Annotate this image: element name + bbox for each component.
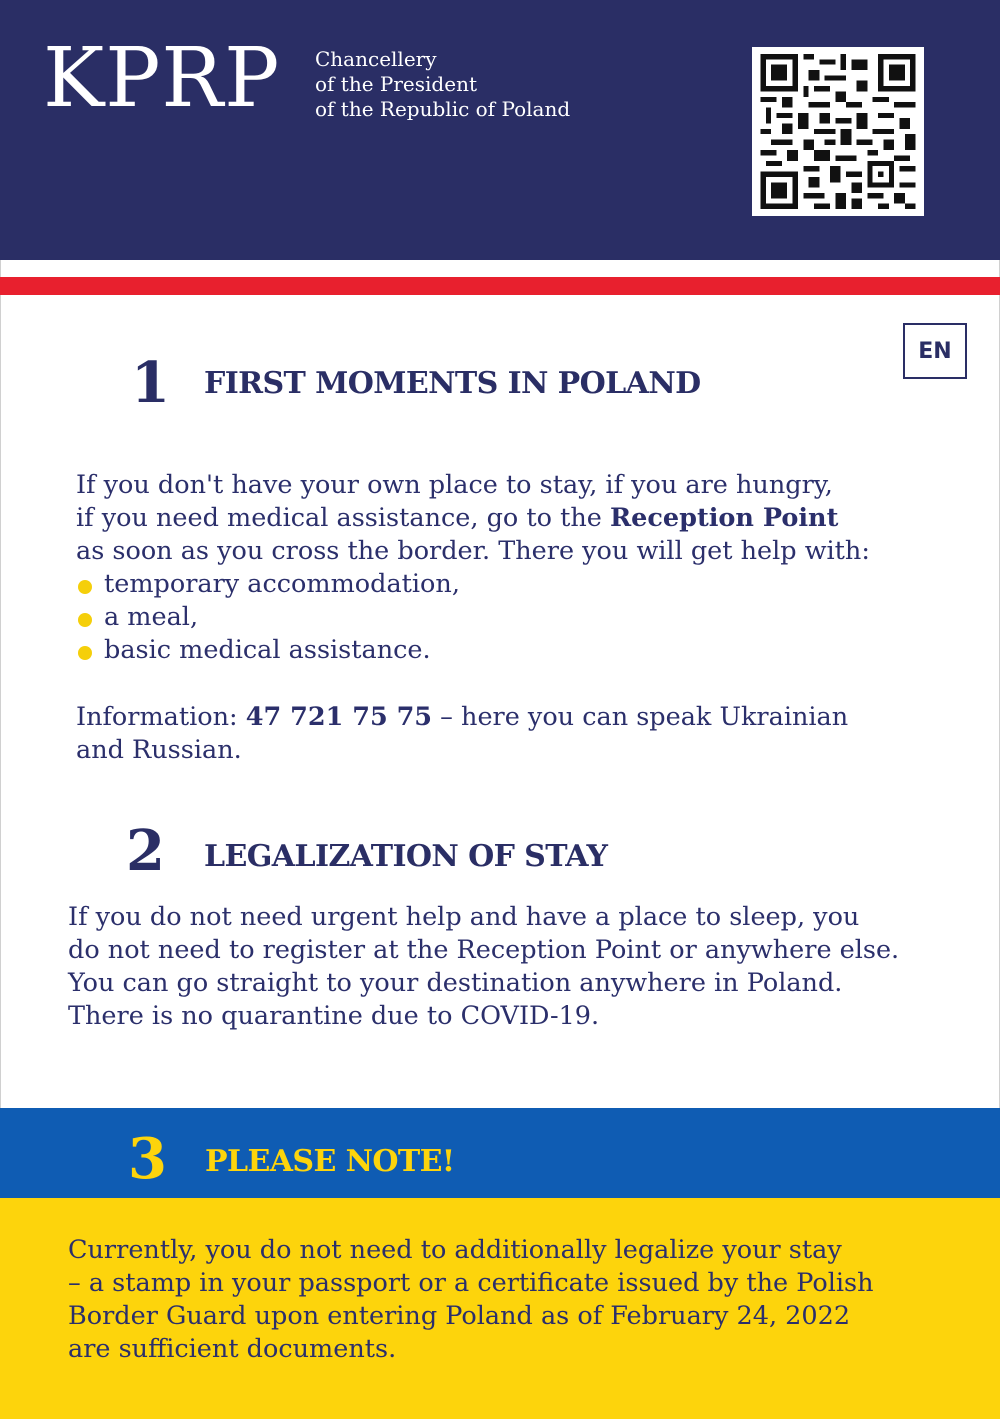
- list-item: [76, 601, 460, 634]
- text-line: do not need to register at the Reception Point or anywhere else.: [68, 935, 900, 965]
- text-line: as soon as you cross the border. There you will get help with:: [76, 536, 870, 566]
- text-line: Currently, you do not need to additionally legalize your stay: [68, 1235, 842, 1265]
- bullet-dot-icon: [78, 646, 92, 660]
- phone-number[interactable]: 47 721 75 75: [245, 702, 433, 732]
- information-line: [76, 701, 848, 767]
- text-line: If you do not need urgent help and have a place to sleep, you: [68, 902, 860, 932]
- text-fragment: – here you can speak Ukrainian: [432, 702, 849, 732]
- section-3-body: [68, 1234, 874, 1366]
- chancellery-line: Chancellery: [315, 47, 437, 71]
- section-1-intro: [76, 469, 870, 568]
- language-badge: EN: [903, 323, 967, 379]
- help-list: [76, 568, 460, 667]
- red-stripe: [0, 277, 1000, 295]
- text-fragment: if you need medical assistance, go to the: [76, 503, 610, 533]
- list-item: [76, 568, 460, 601]
- section-2-number: 2: [126, 818, 165, 884]
- kprp-logo: KPRP: [43, 31, 281, 126]
- text-line: and Russian.: [76, 735, 242, 765]
- reception-point-highlight: Reception Point: [609, 503, 839, 533]
- text-line: Border Guard upon entering Poland as of February 24, 2022: [68, 1301, 851, 1331]
- text-fragment: Information:: [76, 702, 246, 732]
- section-2-body: [68, 901, 899, 1033]
- text-line: If you don't have your own place to stay, if you are hungry,: [76, 470, 833, 500]
- text-line: [76, 701, 848, 734]
- section-1-title: FIRST MOMENTS IN POLAND: [204, 366, 701, 401]
- section-2-title: LEGALIZATION OF STAY: [204, 839, 608, 874]
- text-line: There is no quarantine due to COVID-19.: [68, 1001, 600, 1031]
- section-1-number: 1: [131, 350, 170, 416]
- list-item: [76, 634, 460, 667]
- section-3-title: PLEASE NOTE!: [205, 1144, 455, 1179]
- bullet-dot-icon: [78, 613, 92, 627]
- chancellery-line: of the Republic of Poland: [315, 97, 571, 121]
- section-3-number: 3: [128, 1126, 167, 1192]
- qr-code-icon: [760, 54, 916, 209]
- header-banner: [0, 0, 1000, 260]
- qr-code[interactable]: [752, 47, 924, 216]
- text-line: You can go straight to your destination anywhere in Poland.: [68, 968, 843, 998]
- list-item-text: basic medical assistance.: [104, 635, 431, 665]
- chancellery-line: of the President: [315, 72, 477, 96]
- list-item-text: temporary accommodation,: [104, 569, 460, 599]
- bullet-dot-icon: [78, 580, 92, 594]
- text-line: are sufficient documents.: [68, 1334, 397, 1364]
- text-line: – a stamp in your passport or a certificate issued by the Polish: [68, 1268, 874, 1298]
- list-item-text: a meal,: [104, 602, 199, 632]
- text-line: [76, 502, 870, 535]
- chancellery-name: [315, 47, 570, 122]
